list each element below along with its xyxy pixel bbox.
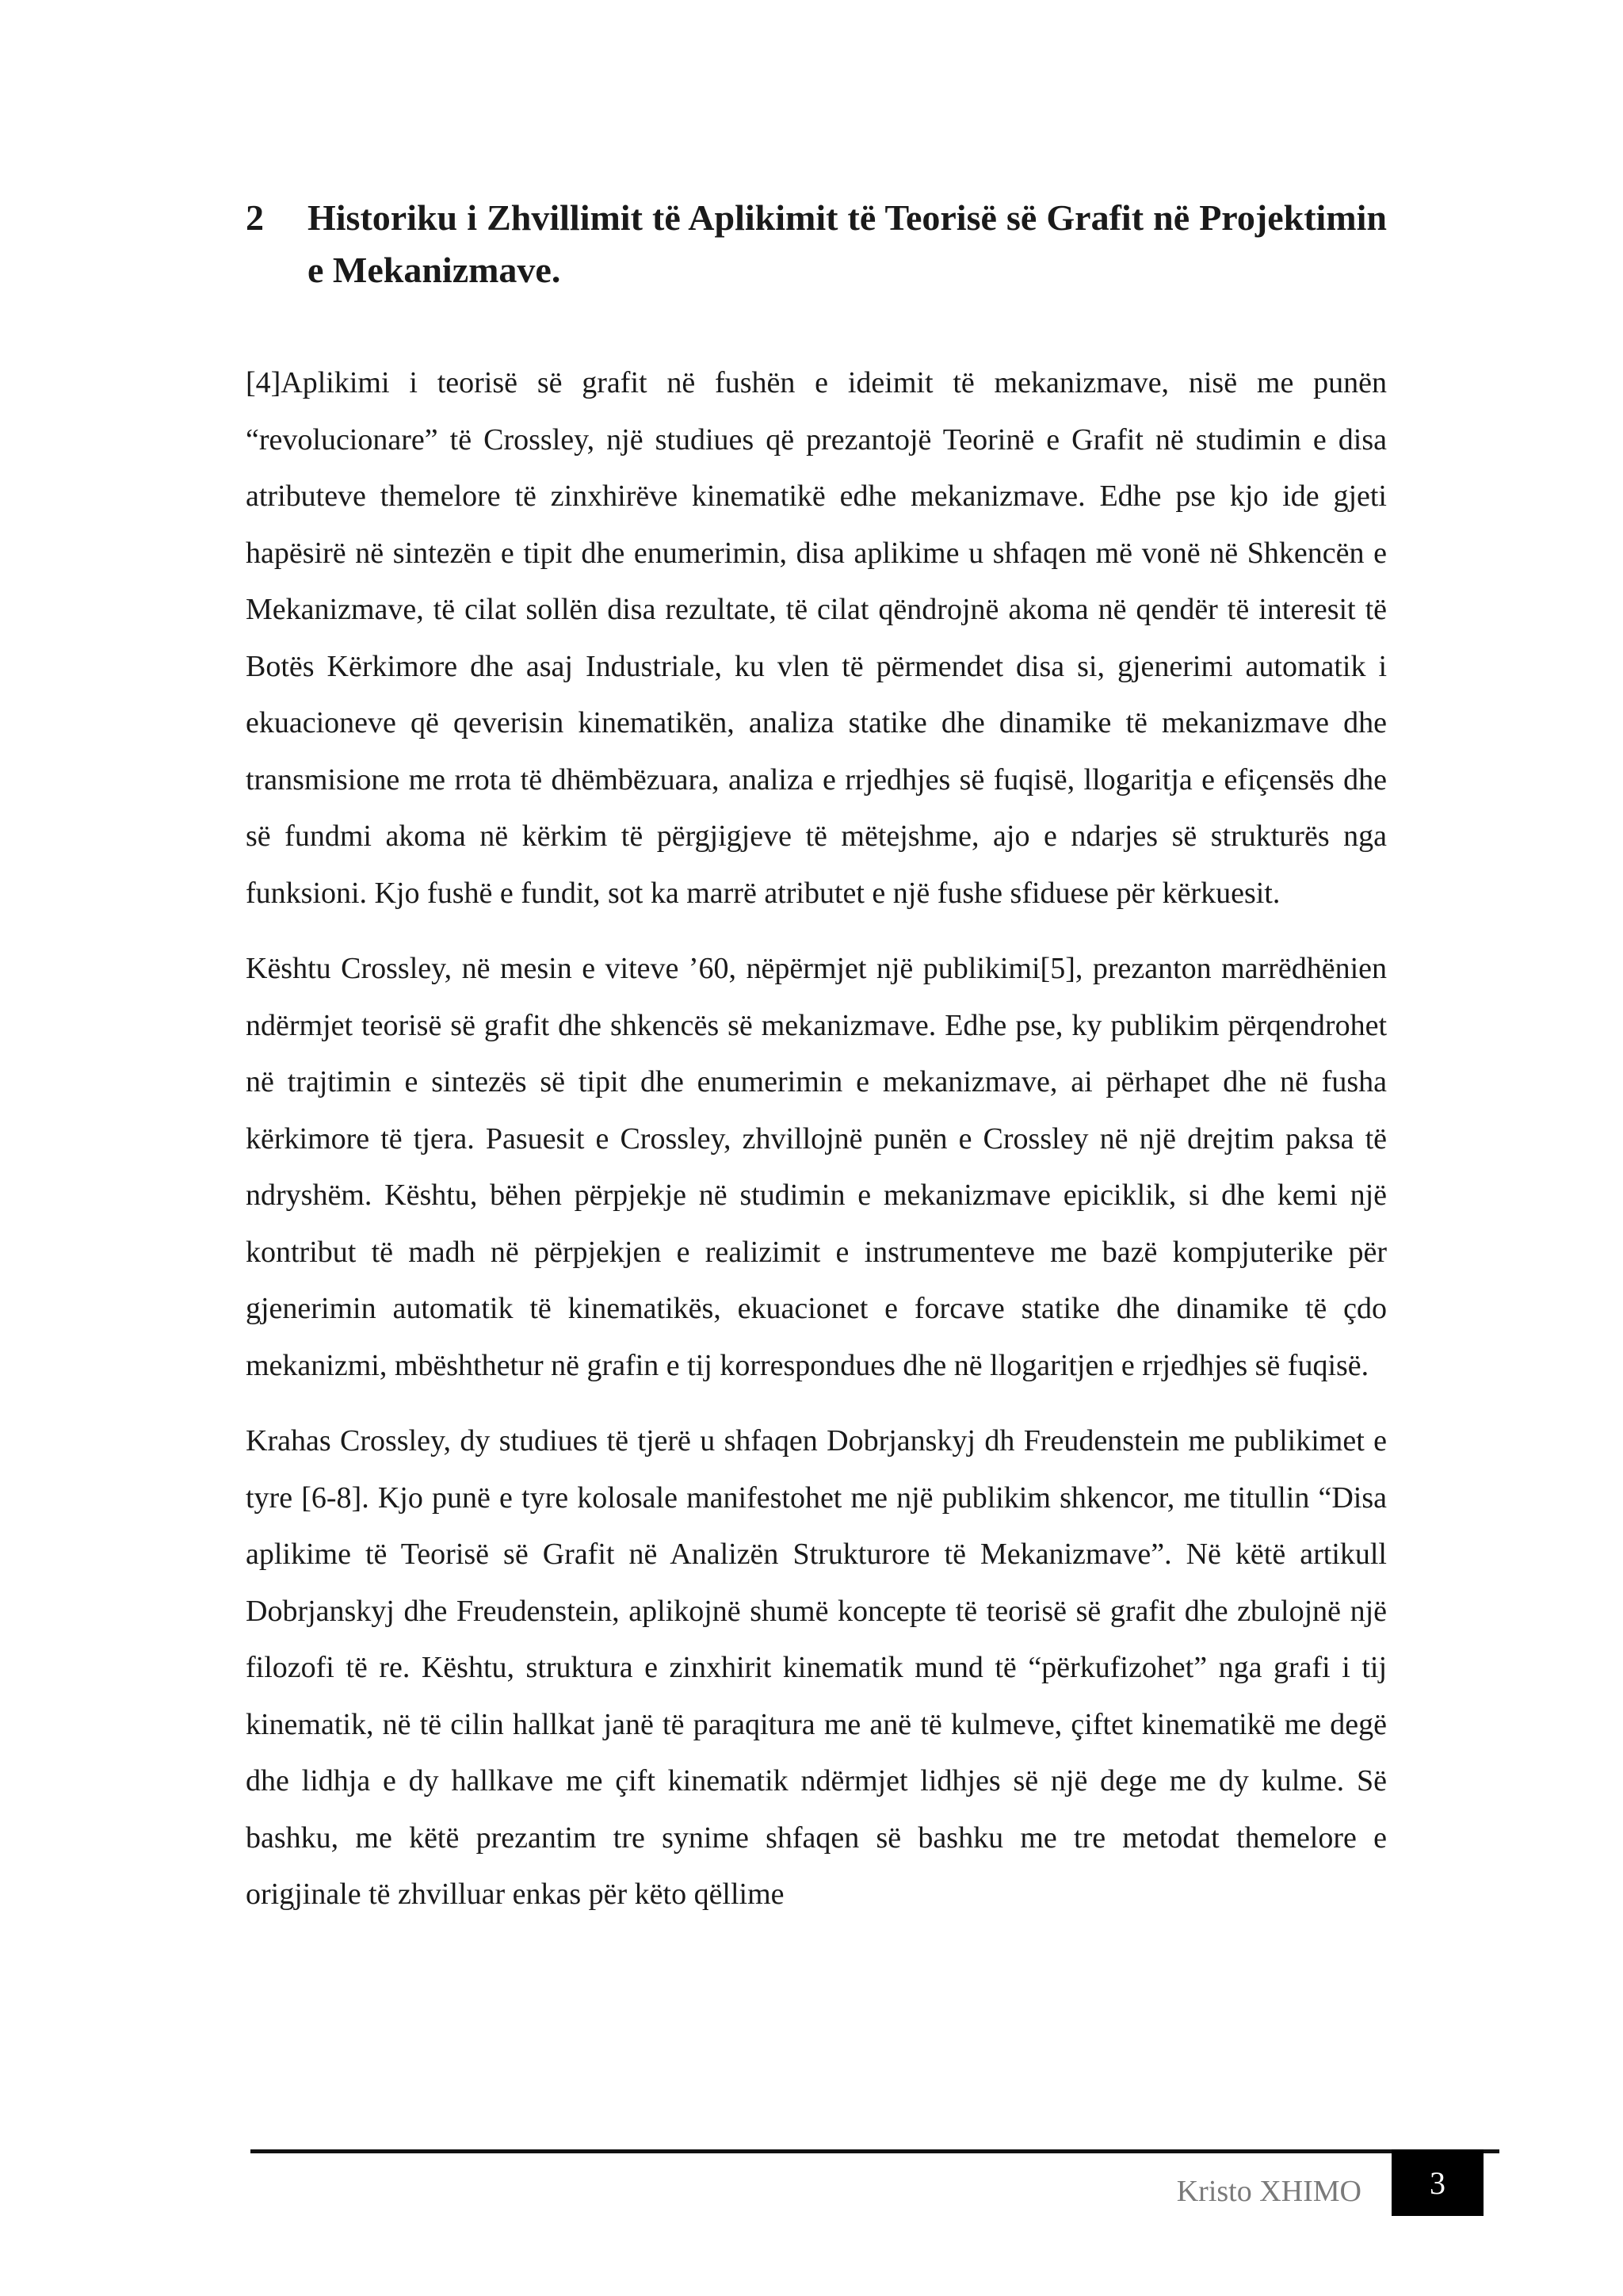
- section-title: Historiku i Zhvillimit të Aplikimit të Teorisë së Grafit në Projektimin e Mekanizmave.: [307, 197, 1387, 290]
- body-text: [246, 355, 1387, 1943]
- section-number: 2: [246, 197, 264, 238]
- paragraph: [4]Aplikimi i teorisë së grafit në fushën e ideimit të mekanizmave, nisë me punën “revolucionare” të Crossley, një studiues që prezantojë Teorinë e Grafit në studimin e disa atributeve themelore të zinxhirëve kinematikë edhe mekanizmave. Edhe pse kjo ide gjeti hapësirë në sintezën e tipit dhe enumerimin, disa aplikime u shfaqen më vonë në Shkencën e Mekanizmave, të cilat sollën disa rezultate, të cilat qëndrojnë akoma në qendër të interesit të Botës Kërkimore dhe asaj Industriale, ku vlen të përmendet disa si, gjenerimi automatik i ekuacioneve që qeverisin kinematikën, analiza statike dhe dinamike të mekanizmave dhe transmisione me rrota të dhëmbëzuara, analiza e rrjedhjes së fuqisë, llogaritja e efiçensës dhe së fundmi akoma në kërkim të përgjigjeve të mëtejshme, ajo e ndarjes së strukturës nga funksioni. Kjo fushë e fundit, sot ka marrë atributet e një fushe sfiduese për kërkuesit.: [246, 366, 1387, 910]
- paragraph: Kështu Crossley, në mesin e viteve ’60, nëpërmjet një publikimi[5], prezanton marrëdhënien ndërmjet teorisë së grafit dhe shkencës së mekanizmave. Edhe pse, ky publikim përqendrohet në trajtimin e sintezës së tipit dhe enumerimin e mekanizmave, ai përhapet dhe në fusha kërkimore të tjera. Pasuesit e Crossley, zhvillojnë punën e Crossley në një drejtim paksa të ndryshëm. Kështu, bëhen përpjekje në studimin e mekanizmave epiciklik, si dhe kemi një kontribut të madh në përpjekjen e realizimit e instrumenteve me bazë kompjuterike për gjenerimin automatik të kinematikës, ekuacionet e forcave statike dhe dinamike të çdo mekanizmi, mbështhetur në grafin e tij korrespondues dhe në llogaritjen e rrjedhjes së fuqisë.: [246, 952, 1387, 1382]
- section-heading: [246, 192, 1387, 296]
- paragraph: Krahas Crossley, dy studiues të tjerë u shfaqen Dobrjanskyj dh Freudenstein me publikimet e tyre [6-8]. Kjo punë e tyre kolosale manifestohet me një publikim shkencor, me titullin “Disa aplikime të Teorisë së Grafit në Analizën Strukturore të Mekanizmave”. Në këtë artikull Dobrjanskyj dhe Freudenstein, aplikojnë shumë koncepte të teorisë së grafit dhe zbulojnë një filozofi të re. Kështu, struktura e zinxhirit kinematik mund të “përkufizohet” nga grafi i tij kinematik, në të cilin hallkat janë të paraqitura me anë të kulmeve, çiftet kinematikë me degë dhe lidhja e dy hallkave me çift kinematik ndërmjet lidhjes së një dege me dy kulme. Së bashku, me këtë prezantim tre synime shfaqen së bashku me tre metodat themelore e origjinale të zhvilluar enkas për këto qëllime: [246, 1424, 1387, 1911]
- footer-rule: [250, 2149, 1499, 2153]
- footer-author: Kristo XHIMO: [1176, 2175, 1361, 2208]
- page-number: 3: [1392, 2149, 1484, 2216]
